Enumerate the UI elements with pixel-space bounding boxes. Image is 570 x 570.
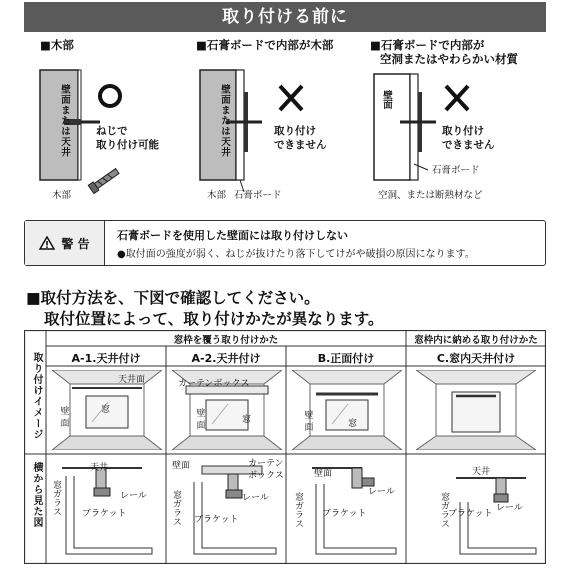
- warning-title: 石膏ボードを使用した壁面には取り付けしない: [117, 229, 348, 242]
- a2-side-bracket: ブラケット: [194, 515, 239, 525]
- section-heading-line1: ■取付方法を、下図で確認してください。: [26, 289, 320, 307]
- panel-1-note-line: ねじで: [96, 125, 128, 137]
- group-header-inside: 窓枠内に納める取り付けかた: [414, 335, 538, 346]
- col-c: C.窓内天井付け: [436, 352, 516, 365]
- panel-2-note-line: できません: [274, 139, 327, 151]
- panel-2-note-line: 取り付け: [274, 125, 316, 137]
- panel-3-heading: [370, 38, 518, 66]
- row-label-side: 横から見た図: [31, 462, 42, 528]
- warning-triangle-icon: [39, 236, 55, 250]
- a1-wall: 壁面: [60, 407, 70, 429]
- panel-3-note-line: できません: [442, 139, 495, 151]
- a2-side-curtain-box-line: ボックス: [248, 471, 284, 481]
- b-side-rail: レール: [368, 487, 395, 497]
- b-side-glass: 窓ガラス: [293, 492, 303, 528]
- warning-box: [24, 220, 546, 266]
- panel-2-label-gypsum: 石膏ボード: [234, 190, 282, 201]
- a1-side-ceiling: 天井: [90, 463, 109, 473]
- a1-window: 窓: [101, 405, 111, 415]
- group-header-cover: 窓枠を覆う取り付けかた: [173, 335, 279, 346]
- panel-2-heading: ■石膏ボードで内部が木部: [196, 38, 334, 52]
- a2-side-curtain-box-line: カーテン: [248, 459, 284, 469]
- a2-side-glass: 窓ガラス: [171, 490, 181, 526]
- a1-side-glass: 窓ガラス: [51, 480, 61, 516]
- panel-3-wall-text: 壁面: [381, 90, 392, 109]
- panel-3-label-hollow: 空洞、または断熱材など: [378, 190, 483, 201]
- panel-3-note-line: 取り付け: [442, 125, 484, 137]
- panel-3-heading-line: 空洞またはやわらかい材質: [380, 52, 518, 66]
- illustration-c: [416, 370, 536, 450]
- row-label-image: 取り付けイメージ: [31, 352, 42, 440]
- panel-1-note: [96, 124, 159, 152]
- panel-1-wall-text: 壁面または天井: [59, 84, 70, 158]
- page-title: 取り付ける前に: [24, 2, 546, 32]
- panel-3-note: [442, 124, 495, 152]
- col-a1: A-1.天井付け: [71, 352, 141, 365]
- a2-side-rail: レール: [242, 493, 269, 503]
- panel-2-wall-text: 壁面または天井: [219, 84, 230, 158]
- b-window: 窓: [348, 419, 358, 429]
- b-side-bracket: ブラケット: [322, 509, 367, 519]
- methods-table: [24, 330, 546, 564]
- col-b: B.正面付け: [317, 352, 375, 365]
- section-heading-line2: 取付位置によって、取り付けかたが異なります。: [44, 310, 384, 328]
- c-side-ceiling: 天井: [472, 467, 491, 477]
- a2-side-curtain-box: [248, 458, 284, 482]
- c-side-rail: レール: [496, 503, 523, 513]
- col-a2: A-2.天井付け: [191, 352, 261, 365]
- panel-2-label-wood: 木部: [207, 190, 227, 201]
- panel-1-label-wood: 木部: [52, 190, 72, 201]
- a2-window: 窓: [242, 415, 252, 425]
- a2-curtain-box: カーテンボックス: [178, 379, 250, 389]
- panel-3-heading-line: ■石膏ボードで内部が: [370, 38, 485, 52]
- panel-1-note-line: 取り付け可能: [96, 139, 159, 151]
- panel-1-heading: ■木部: [40, 38, 74, 52]
- a2-wall: 壁面: [196, 409, 206, 431]
- c-side-glass: 窓ガラス: [439, 492, 449, 528]
- panel-3-label-gypsum: 石膏ボード: [432, 165, 480, 176]
- a1-side-rail: レール: [120, 491, 147, 501]
- warning-body: ●取付面の強度が弱く、ねじが抜けたり落下してけがや破損の原因になります。: [117, 249, 475, 260]
- b-wall: 壁面: [304, 411, 314, 433]
- a1-side-bracket: ブラケット: [82, 509, 127, 519]
- warning-label: [25, 221, 105, 265]
- a1-ceiling-face: 天井面: [118, 375, 146, 385]
- c-side-bracket: ブラケット: [448, 509, 493, 519]
- warning-label-text: 警 告: [61, 236, 90, 251]
- section-heading: [26, 288, 383, 330]
- panel-2-note: [274, 124, 327, 152]
- b-side-wall: 壁面: [314, 469, 333, 479]
- a2-side-wall: 壁面: [172, 461, 191, 471]
